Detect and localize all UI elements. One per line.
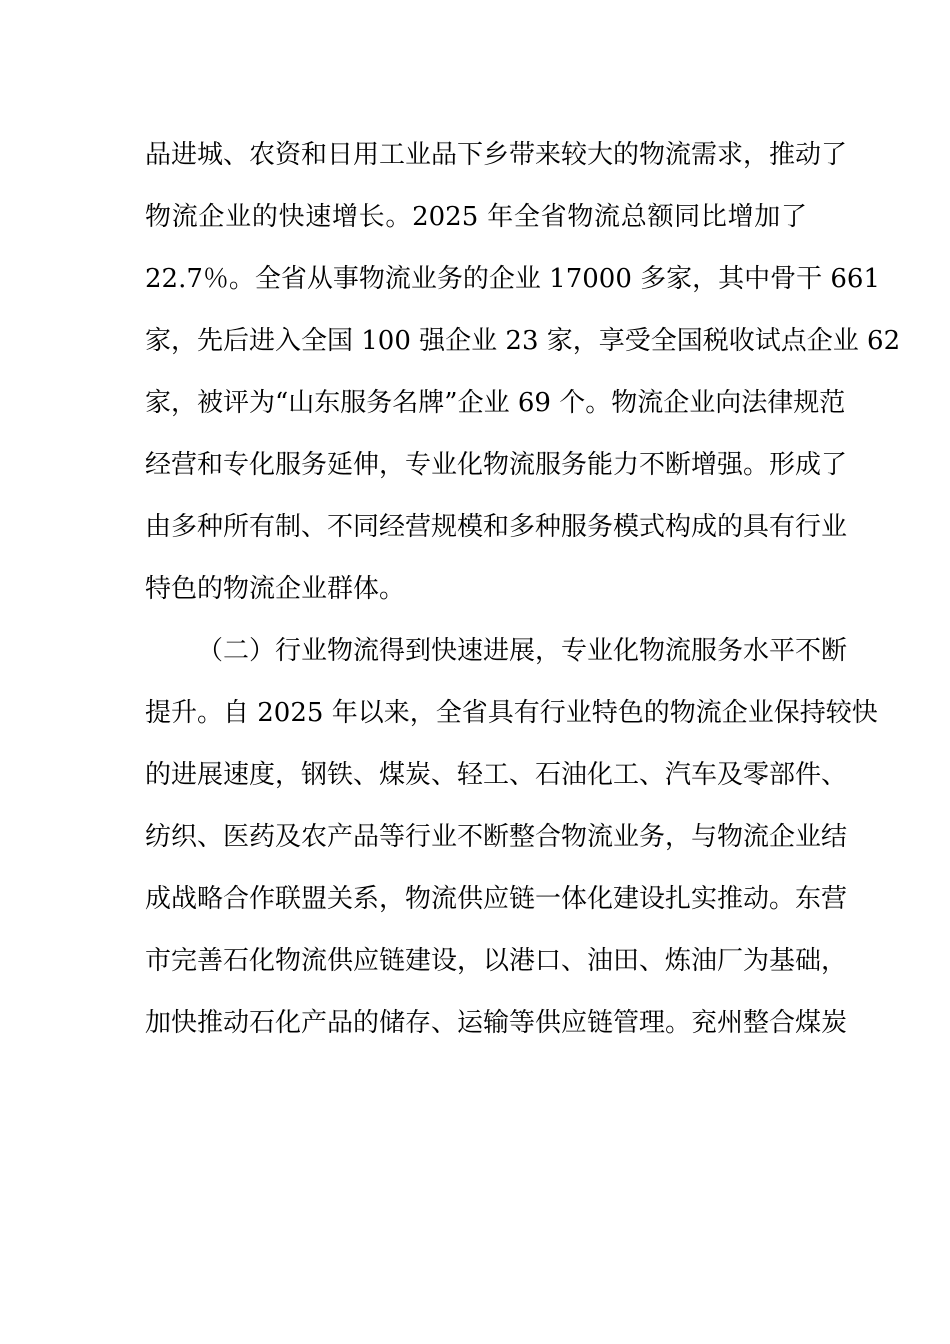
text-line: 提升。自 2025 年以来，全省具有行业特色的物流企业保持较快 (145, 698, 878, 728)
text-line: 物流企业的快速增长。2025 年全省物流总额同比增加了 (145, 202, 807, 232)
text-line: 市完善石化物流供应链建设，以港口、油田、炼油厂为基础， (145, 946, 848, 976)
text-line: 经营和专化服务延伸，专业化物流服务能力不断增强。形成了 (145, 450, 848, 480)
text-line: 由多种所有制、不同经营规模和多种服务模式构成的具有行业 (145, 512, 848, 542)
text-line: 品进城、农资和日用工业品下乡带来较大的物流需求，推动了 (145, 140, 848, 170)
text-line: 纺织、医药及农产品等行业不断整合物流业务，与物流企业结 (145, 822, 848, 852)
section-heading-line: （二）行业物流得到快速进展，专业化物流服务水平不断 (197, 636, 848, 666)
text-line: 成战略合作联盟关系，物流供应链一体化建设扎实推动。东营 (145, 884, 848, 914)
text-line: 的进展速度，钢铁、煤炭、轻工、石油化工、汽车及零部件、 (145, 760, 848, 790)
text-line: 加快推动石化产品的储存、运输等供应链管理。兖州整合煤炭 (145, 1008, 848, 1038)
text-line: 家，先后进入全国 100 强企业 23 家，享受全国税收试点企业 62 (145, 326, 901, 356)
text-line: 22.7％。全省从事物流业务的企业 17000 多家，其中骨干 661 (145, 264, 881, 294)
text-line: 家，被评为“山东服务名牌”企业 69 个。物流企业向法律规范 (145, 388, 846, 418)
text-line: 特色的物流企业群体。 (145, 574, 406, 604)
